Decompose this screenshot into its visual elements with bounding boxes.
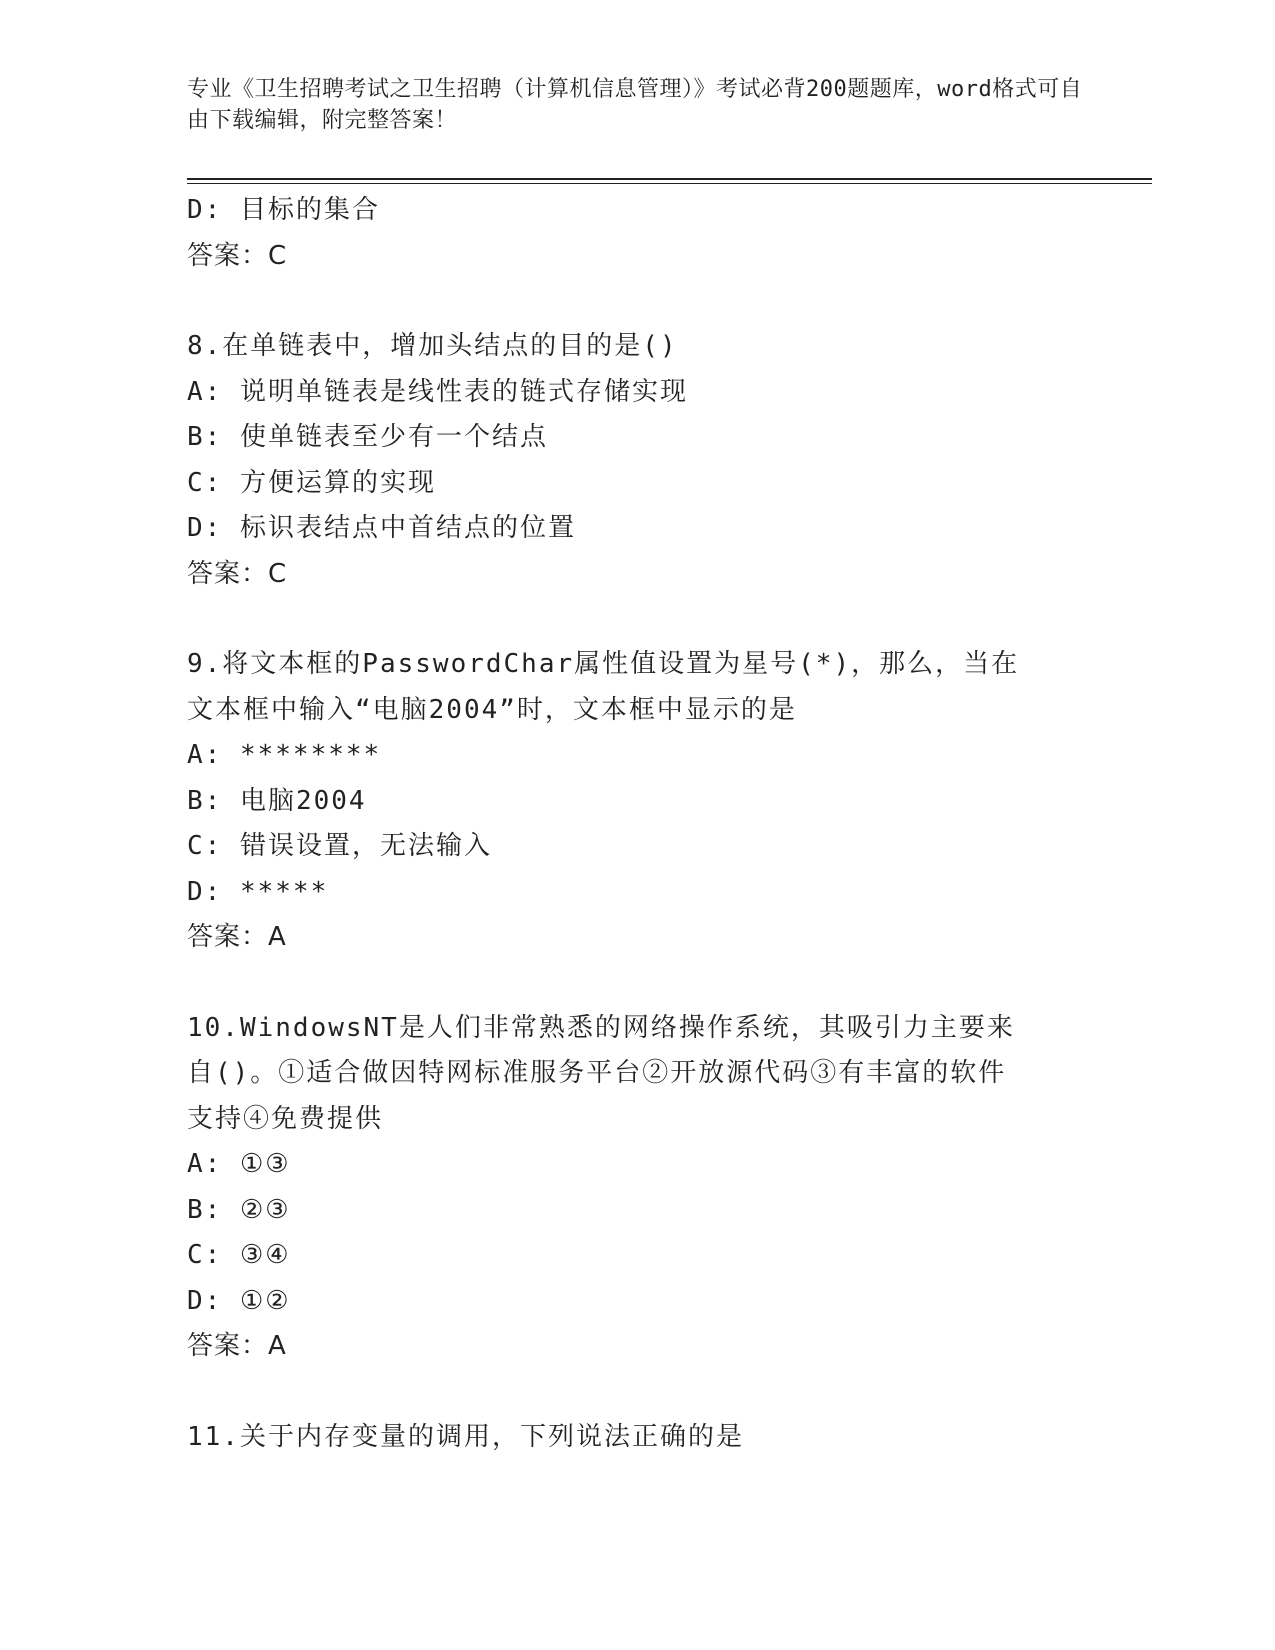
option-d: D: 标识表结点中首结点的位置: [187, 513, 576, 543]
question-text: 11.关于内存变量的调用，下列说法正确的是: [187, 1421, 744, 1452]
spacer: [187, 279, 1087, 324]
option-a: A: ①③: [187, 1149, 291, 1179]
option-b: B: 使单链表至少有一个结点: [187, 422, 548, 452]
spacer: [187, 597, 1087, 642]
header-rule-thin: [187, 183, 1152, 184]
option-b: B: 电脑2004: [187, 785, 367, 816]
question-list: [187, 188, 1087, 1460]
question-block-9: [187, 642, 1087, 961]
answer: 答案：A: [187, 922, 287, 952]
option-b: B: ②③: [187, 1194, 291, 1225]
answer: 答案：C: [187, 558, 288, 589]
answer: 答案：A: [187, 1331, 287, 1361]
question-text: 10.WindowsNT是人们非常熟悉的网络操作系统，其吸引力主要来自()。①适合做因特网标准服务平台②开放源代码③有丰富的软件支持④免费提供: [187, 1012, 1015, 1134]
question-block-11: [187, 1415, 1087, 1461]
question-block-8: [187, 324, 1087, 597]
question-text: 8.在单链表中，增加头结点的目的是(): [187, 331, 678, 361]
header-rule-thick: [187, 178, 1152, 180]
option-d: D: *****: [187, 876, 329, 907]
option-a: A: 说明单链表是线性表的链式存储实现: [187, 376, 688, 407]
option-c: C: 方便运算的实现: [187, 467, 436, 498]
question-text: 9.将文本框的PasswordChar属性值设置为星号(*)，那么，当在文本框中输入“电脑2004”时，文本框中显示的是: [187, 649, 1020, 725]
question-block-10: [187, 1006, 1087, 1370]
spacer: [187, 1370, 1087, 1415]
option-a: A: ********: [187, 740, 382, 770]
option-c: C: ③④: [187, 1240, 291, 1270]
prev-question-option-d: D: 目标的集合: [187, 195, 380, 225]
spacer: [187, 961, 1087, 1006]
option-c: C: 错误设置，无法输入: [187, 831, 492, 861]
prev-question-answer: 答案：C: [187, 240, 288, 271]
option-d: D: ①②: [187, 1285, 291, 1316]
document-header: 专业《卫生招聘考试之卫生招聘（计算机信息管理）》考试必背200题题库，word格式可自由下载编辑，附完整答案！: [187, 77, 1083, 133]
